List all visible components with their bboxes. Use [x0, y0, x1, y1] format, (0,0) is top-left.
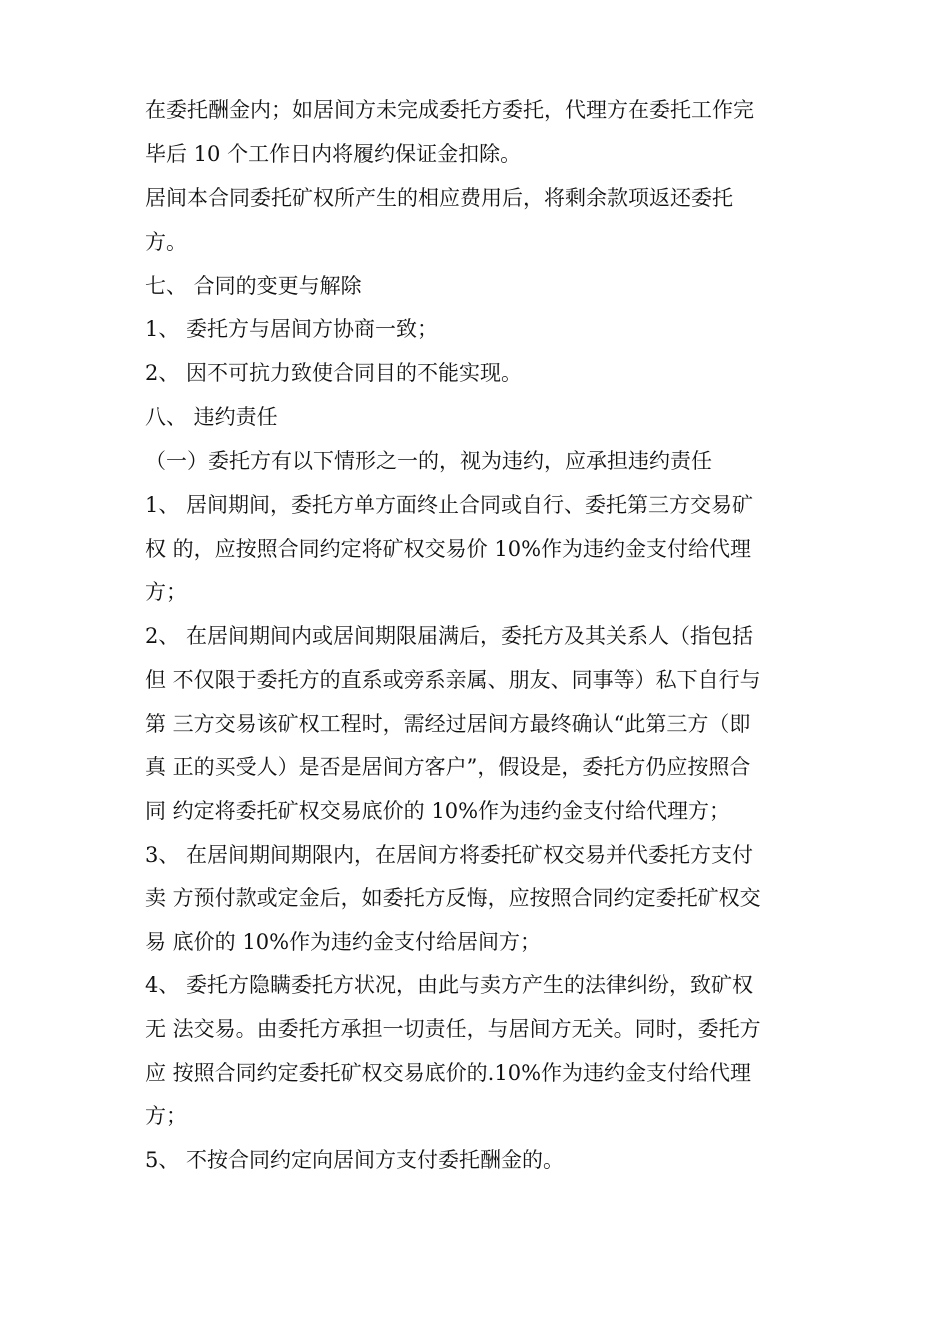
text-line: 1、 居间期间，委托方单方面终止合同或自行、委托第三方交易矿: [145, 493, 754, 517]
text-line: 方；: [145, 1104, 187, 1128]
text-line: 2、 在居间期间内或居间期限届满后，委托方及其关系人（指包括: [145, 624, 754, 648]
text-line: 同 约定将委托矿权交易底价的 10%作为违约金支付给代理方；: [145, 799, 731, 823]
subsection-heading: （一）委托方有以下情形之一的，视为违约，应承担违约责任: [145, 449, 712, 473]
text-line: 4、 委托方隐瞒委托方状况，由此与卖方产生的法律纠纷，致矿权: [145, 973, 754, 997]
text-line: 1、 委托方与居间方协商一致；: [145, 317, 439, 341]
text-line: 应 按照合同约定委托矿权交易底价的.10%作为违约金支付给代理: [145, 1061, 752, 1085]
text-line: 5、 不按合同约定向居间方支付委托酬金的。: [145, 1148, 565, 1172]
text-line: 在委托酬金内；如居间方未完成委托方委托，代理方在委托工作完: [145, 98, 754, 122]
text-line: 真 正的买受人）是否是居间方客户”，假设是，委托方仍应按照合: [145, 755, 751, 779]
text-line: 无 法交易。由委托方承担一切责任，与居间方无关。同时，委托方: [145, 1017, 761, 1041]
section-heading: 八、 违约责任: [145, 405, 278, 429]
text-line: 易 底价的 10%作为违约金支付给居间方；: [145, 930, 542, 954]
text-line: 方。: [145, 230, 187, 254]
text-line: 第 三方交易该矿权工程时，需经过居间方最终确认“此第三方（即: [145, 712, 751, 736]
text-line: 但 不仅限于委托方的直系或旁系亲属、朋友、同事等）私下自行与: [145, 668, 761, 692]
text-line: 毕后 10 个工作日内将履约保证金扣除。: [145, 142, 522, 166]
text-line: 权 的，应按照合同约定将矿权交易价 10%作为违约金支付给代理: [145, 537, 752, 561]
text-line: 2、 因不可抗力致使合同目的不能实现。: [145, 361, 523, 385]
section-heading: 七、 合同的变更与解除: [145, 274, 362, 298]
text-line: 方；: [145, 580, 187, 604]
text-line: 3、 在居间期间期限内，在居间方将委托矿权交易并代委托方支付: [145, 843, 754, 867]
text-line: 居间本合同委托矿权所产生的相应费用后，将剩余款项返还委托: [145, 186, 733, 210]
text-line: 卖 方预付款或定金后，如委托方反悔，应按照合同约定委托矿权交: [145, 886, 761, 910]
